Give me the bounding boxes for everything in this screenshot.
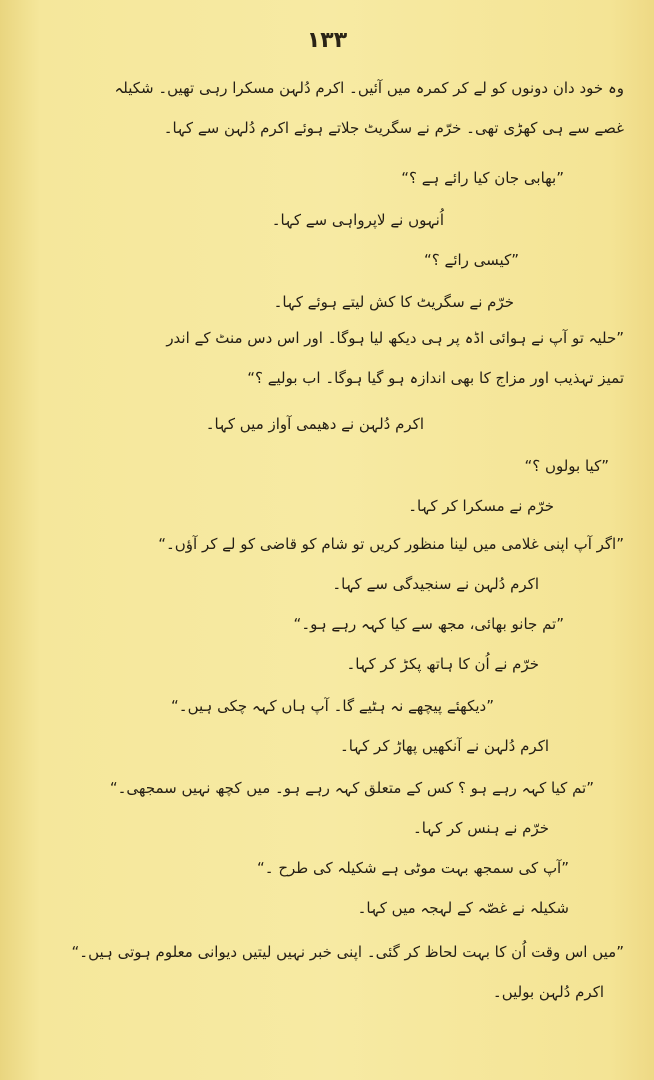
text-line-2: غصے سے ہی کھڑی تھی۔ خرّم نے سگریٹ جلاتے ہوئے اکرم دُلہن سے کہا۔ (163, 119, 624, 137)
text-line-13: اکرم دُلہن نے سنجیدگی سے کہا۔ (332, 575, 539, 593)
text-line-10: ”کیا بولوں ؟“ (524, 457, 609, 475)
text-line-19: خرّم نے ہنس کر کہا۔ (412, 819, 549, 837)
text-line-15: خرّم نے اُن کا ہاتھ پکڑ کر کہا۔ (346, 655, 539, 673)
text-line-11: خرّم نے مسکرا کر کہا۔ (408, 497, 554, 515)
text-line-6: خرّم نے سگریٹ کا کش لیتے ہوئے کہا۔ (273, 293, 514, 311)
text-line-8: تمیز تہذیب اور مزاج کا بھی اندازہ ہو گیا ہوگا۔ اب بولیے ؟“ (247, 369, 624, 387)
text-line-20: ”آپ کی سمجھ بہت موٹی ہے شکیلہ کی طرح ۔“ (257, 859, 569, 877)
text-line-12: ”اگر آپ اپنی غلامی میں لینا منظور کریں تو شام کو قاضی کو لے کر آؤں۔“ (158, 535, 624, 553)
urdu-text-body (28, 78, 624, 1058)
text-line-23: اکرم دُلہن بولیں۔ (492, 983, 604, 1001)
text-line-1: وہ خود دان دونوں کو لے کر کمرہ میں آئیں۔ اکرم دُلہن مسکرا رہی تھیں۔ شکیلہ (114, 79, 624, 97)
text-line-22: ”میں اس وقت اُن کا بہت لحاظ کر گئی۔ اپنی خبر نہیں لیتیں دیوانی معلوم ہوتی ہیں۔“ (71, 943, 624, 961)
text-line-14: ”تم جانو بھائی، مجھ سے کیا کہہ رہے ہو۔“ (293, 615, 564, 633)
text-line-5: ”کیسی رائے ؟“ (424, 251, 519, 269)
text-line-16: ”دیکھئے پیچھے نہ ہٹیے گا۔ آپ ہاں کہہ چکی ہیں۔“ (171, 697, 494, 715)
text-line-4: اُنہوں نے لاپرواہی سے کہا۔ (271, 211, 444, 229)
text-line-7: ”حلیہ تو آپ نے ہوائی اڈہ پر ہی دیکھ لیا ہوگا۔ اور اس دس منٹ کے اندر (166, 329, 624, 347)
text-line-3: ”بھابی جان کیا رائے ہے ؟“ (401, 169, 564, 187)
page-number: ۱۳۳ (306, 28, 348, 53)
text-line-18: ”تم کیا کہہ رہے ہو ؟ کس کے متعلق کہہ رہے ہو۔ میں کچھ نہیں سمجھی۔“ (109, 779, 594, 797)
text-line-21: شکیلہ نے غصّہ کے لہجہ میں کہا۔ (357, 899, 569, 917)
text-line-9: اکرم دُلہن نے دھیمی آواز میں کہا۔ (205, 415, 424, 433)
text-line-17: اکرم دُلہن نے آنکھیں پھاڑ کر کہا۔ (340, 737, 549, 755)
